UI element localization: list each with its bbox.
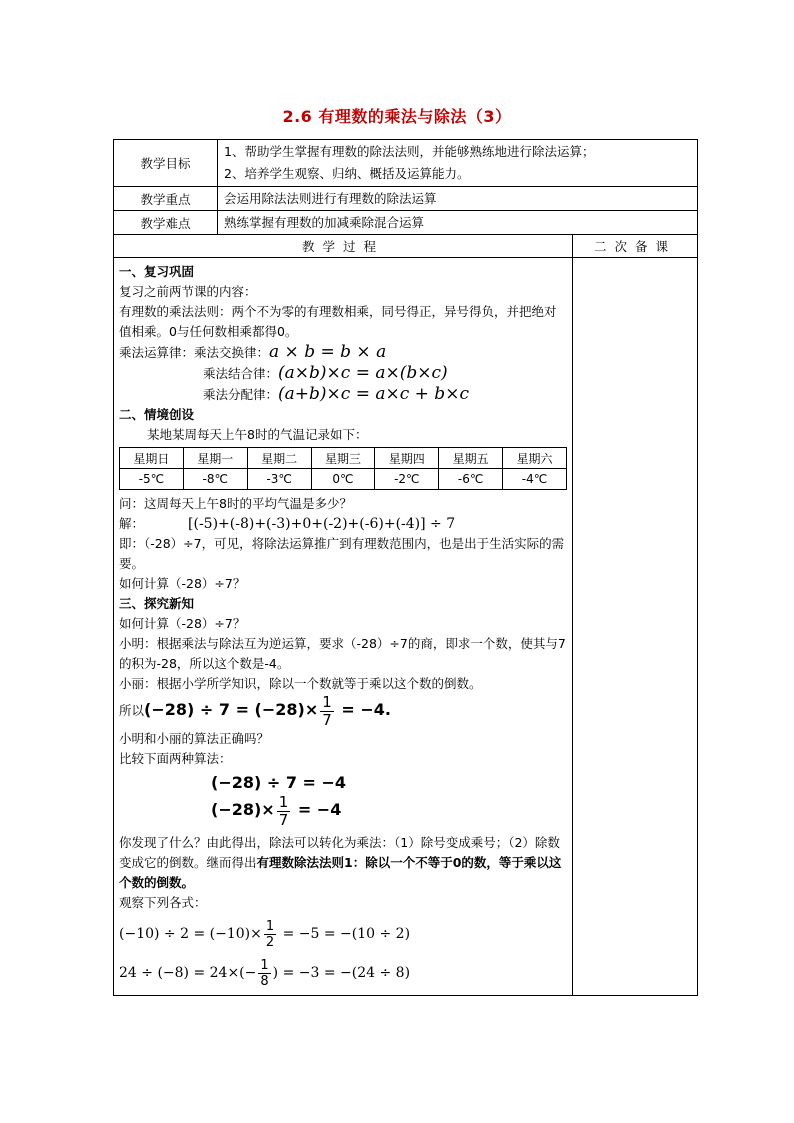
law-commutative: 乘法运算律：乘法交换律：a × b = b × a: [119, 342, 387, 362]
explore-heading: 三、探究新知: [119, 596, 195, 611]
key-text: 会运用除法法则进行有理数的除法运算: [218, 187, 698, 211]
backup-column: [573, 258, 698, 996]
xiaoli-text: 小丽：根据小学所学知识，除以一个数就等于乘以这个数的倒数。: [119, 676, 482, 691]
day-cell: 星期二: [247, 448, 311, 469]
observe-line: 观察下列各式：: [119, 895, 207, 910]
key-label: 教学重点: [114, 187, 218, 211]
temp-cell: -8℃: [183, 469, 247, 490]
day-cell: 星期日: [120, 448, 184, 469]
scenario-line-ji: 即：（-28）÷7，可见，将除法运算推广到有理数范围内，也是出于生活实际的需要。: [119, 536, 565, 571]
law-associative: 乘法结合律：(a×b)×c = a×(b×c): [203, 363, 448, 383]
temp-cell: 0℃: [311, 469, 375, 490]
process-row: [114, 258, 698, 996]
day-cell: 星期五: [439, 448, 503, 469]
goal-row: [114, 140, 698, 187]
explore-line-how: 如何计算（-28）÷7？: [119, 616, 246, 631]
fraction: $\frac{1}{7}$: [278, 793, 289, 829]
header-row: [114, 235, 698, 258]
day-cell: 星期四: [375, 448, 439, 469]
goal-text: [218, 140, 698, 187]
difficulty-row: [114, 211, 698, 235]
equation-2: 24 ÷ (−8) = 24×(− $\frac{1}{8}$ ) = −3 = −(24 ÷ 8): [119, 958, 411, 989]
goal-item-1: 1、帮助学生掌握有理数的除法法则，并能够熟练地进行除法运算；: [224, 144, 595, 159]
temp-cell: -5℃: [120, 469, 184, 490]
scenario-solution: 解： [(-5)+(-8)+(-3)+0+(-2)+(-6)+(-4)] ÷ 7: [119, 516, 456, 532]
temp-cell: -4℃: [503, 469, 567, 490]
process-header: 教学过程: [114, 235, 573, 258]
temp-cell: -6℃: [439, 469, 503, 490]
fraction: $\frac{1}{2}$: [265, 919, 275, 950]
temp-cell: -3℃: [247, 469, 311, 490]
correct-question: 小明和小丽的算法正确吗？: [119, 731, 270, 746]
page-title: 2.6 有理数的乘法与除法（3）: [282, 107, 512, 126]
scenario-intro: 某地某周每天上午8时的气温记录如下：: [147, 427, 368, 442]
division-rule: 有理数除法法则1：除以一个不等于0的数，等于乘以这个数的倒数。: [119, 855, 562, 890]
review-line-2: 有理数的乘法法则：两个不为零的有理数相乘，同号得正，异号得负，并把绝对值相乘。0与任何数相乘都得0。: [119, 304, 557, 339]
review-line-1: 复习之前两节课的内容：: [119, 284, 257, 299]
law-distributive: 乘法分配律：(a+b)×c = a×c + b×c: [203, 384, 469, 404]
commutative-formula: a × b = b × a: [269, 342, 387, 362]
equation-1: (−10) ÷ 2 = (−10)× $\frac{1}{2}$ = −5 = −(10 ÷ 2): [119, 919, 411, 950]
difficulty-text: 熟练掌握有理数的加减乘除混合运算: [218, 211, 698, 235]
fraction: $\frac{1}{8}$: [260, 958, 269, 989]
lesson-plan-table: [113, 139, 698, 996]
day-cell: 星期一: [183, 448, 247, 469]
day-cell: 星期三: [311, 448, 375, 469]
solution-formula: [(-5)+(-8)+(-3)+0+(-2)+(-6)+(-4)] ÷ 7: [188, 516, 456, 532]
temperature-days-row: [120, 448, 567, 469]
temperature-values-row: [120, 469, 567, 490]
difficulty-label: 教学难点: [114, 211, 218, 235]
temperature-table: [119, 447, 567, 490]
suoyi-line: 所以(−28) ÷ 7 = (−28)× $\frac{1}{7}$ = −4.: [119, 693, 391, 729]
associative-formula: (a×b)×c = a×(b×c): [278, 363, 448, 383]
algorithm-2: (−28)× $\frac{1}{7}$ = −4: [211, 793, 342, 829]
compare-line: 比较下面两种算法：: [119, 751, 232, 766]
goal-item-2: 2、培养学生观察、归纳、概括及运算能力。: [224, 166, 470, 181]
scenario-line-how: 如何计算（-28）÷7？: [119, 576, 246, 591]
review-heading: 一、复习巩固: [119, 264, 195, 279]
key-row: [114, 187, 698, 211]
scenario-heading: 二、情境创设: [119, 407, 195, 422]
finding-text: 你发现了什么？由此得出，除法可以转化为乘法：（1）除号变成乘号；（2）除数变成它的倒数。继而得出有理数除法法则1：除以一个不等于0的数，等于乘以这个数的倒数。: [119, 835, 562, 890]
algorithm-1: (−28) ÷ 7 = −4: [211, 773, 347, 792]
fraction: $\frac{1}{7}$: [322, 693, 332, 729]
scenario-question: 问：这周每天上午8时的平均气温是多少？: [119, 496, 352, 511]
goal-label: 教学目标: [114, 140, 218, 187]
process-content: [114, 258, 573, 996]
day-cell: 星期六: [503, 448, 567, 469]
xiaoming-text: 小明：根据乘法与除法互为逆运算，要求（-28）÷7的商，即求一个数，使其与7的积为-28，所以这个数是-4。: [119, 636, 566, 671]
backup-header: 二次备课: [573, 235, 698, 258]
distributive-formula: (a+b)×c = a×c + b×c: [278, 384, 469, 404]
temp-cell: -2℃: [375, 469, 439, 490]
